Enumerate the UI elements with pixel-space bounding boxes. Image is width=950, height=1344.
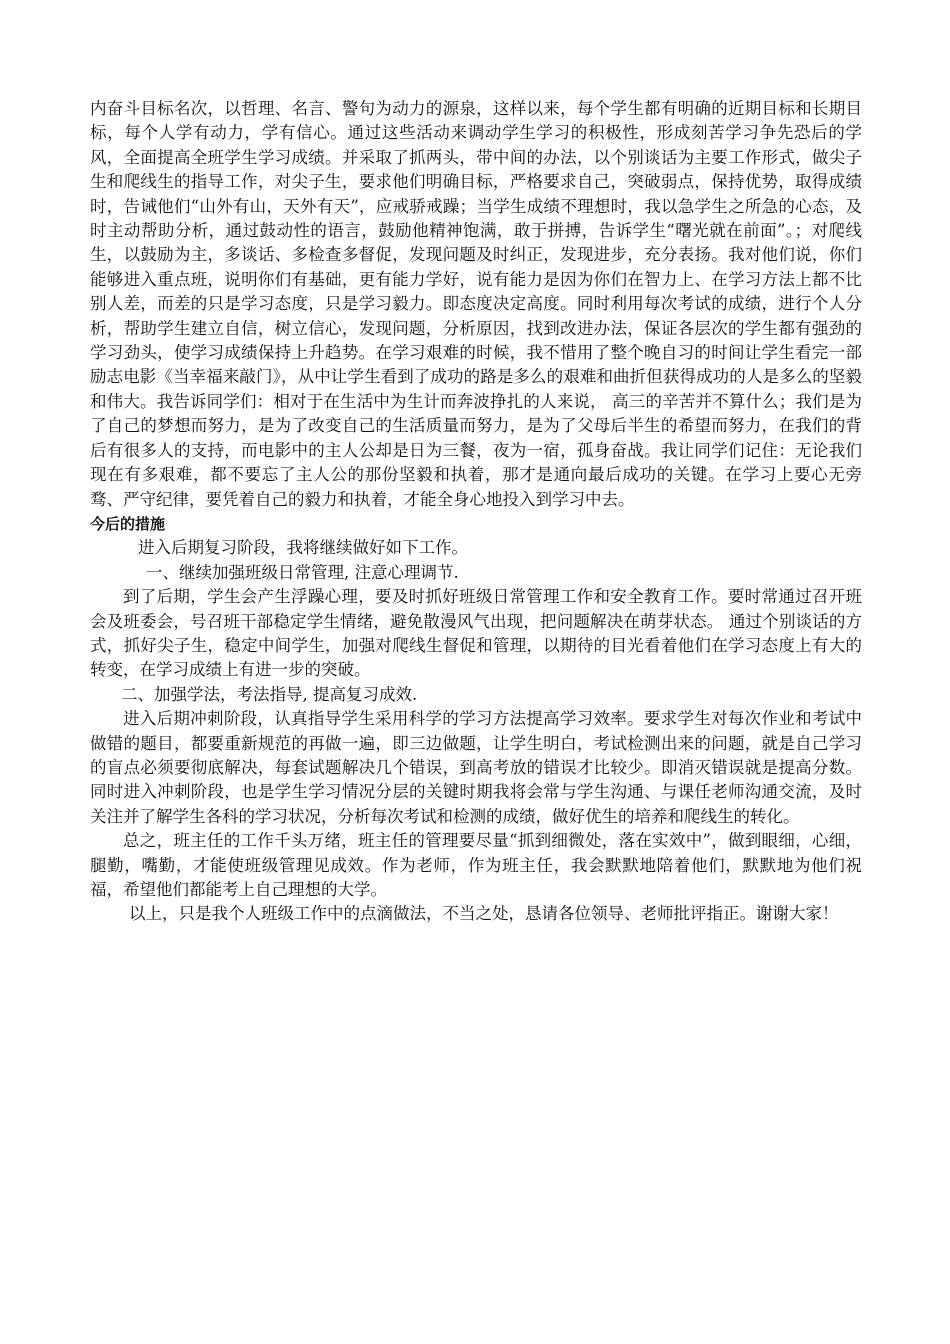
section2-body: 进入后期冲刺阶段，认真指导学生采用科学的学习方法提高学习效率。要求学生对每次作业和考试中做错的题目，都要重新规范的再做一遍，即三边做题，让学生明白，考试检测出来的问题，就是自己学习的盲点必须要彻底解决，每套试题解决几个错误，到高考放的错误才比较少。即消灭错误就是提高分数。 同时进入冲刺阶段，也是学生学习情况分层的关键时期我将会常与学生沟通、与课任老师沟通交流，及时关注并了解学生各科的学习状况，分析每次考试和检测的成绩，做好优生的培养和爬线生的转化。	[90, 709, 862, 826]
intro-paragraph: 进入后期复习阶段，我将继续做好如下工作。	[138, 538, 468, 558]
document-body	[90, 97, 862, 927]
body-paragraph: 内奋斗目标名次，以哲理、名言、警句为动力的源泉，这样以来，每个学生都有明确的近期目标和长期目标，每个人学有动力，学有信心。通过这些活动来调动学生学习的积极性，形成刻苦学习争先恐后的学风，全面提高全班学生学习成绩。并采取了抓两头，带中间的办法，以个别谈话为主要工作形式，做尖子生和爬线生的指导工作，对尖子生，要求他们明确目标，严格要求自己，突破弱点，保持优势，取得成绩时，告诫他们“山外有山，天外有天”，应戒骄戒躁；当学生成绩不理想时，我以急学生之所急的心态，及时主动帮助分析，通过鼓动性的语言，鼓励他精神饱满，敢于拼搏，告诉学生“曙光就在前面”。；对爬线生，以鼓励为主，多谈话、多检查多督促，发现问题及时纠正，发现进步，充分表扬。我对他们说，你们能够进入重点班，说明你们有基础，更有能力学好，说有能力是因为你们在智力上、在学习方法上都不比别人差，而差的只是学习态度，只是学习毅力。即态度决定高度。同时利用每次考试的成绩，进行个人分析，帮助学生建立自信，树立信心，发现问题，分析原因，找到改进办法，保证各层次的学生都有强劲的学习劲头，使学习成绩保持上升趋势。在学习艰难的时候，我不惜用了整个晚自习的时间让学生看完一部励志电影《当幸福来敲门》，从中让学生看到了成功的路是多么的艰难和曲折但获得成功的人是多么的坚毅和伟大。我告诉同学们：相对于在生活中为生计而奔波挣扎的人来说， 高三的辛苦并不算什么；我们是为了自己的梦想而努力，是为了改变自己的生活质量而努力，是为了父母后半生的希望而努力，在我们的背后有很多人的支持，而电影中的主人公却是日为三餐，夜为一宿，孤身奋战。我让同学们记住：无论我们现在有多艰难，都不要忘了主人公的那份坚毅和执着，那才是通向最后成功的关键。在学习上要心无旁骛、严守纪律，要凭着自己的毅力和执着，才能全身心地投入到学习中去。	[90, 99, 862, 509]
closing-paragraph: 以上，只是我个人班级工作中的点滴做法，不当之处，恳请各位领导、老师批评指正。谢谢大家！	[129, 904, 839, 924]
section1-title: 一、继续加强班级日常管理, 注意心理调节.	[146, 562, 459, 582]
summary-paragraph: 总之，班主任的工作千头万绪，班主任的管理要尽量“抓到细微处，落在实效中”，做到眼细，心细，腿勤，嘴勤，才能使班级管理见成效。作为老师，作为班主任，我会默默地陪着他们，默默地为他们祝福，希望他们都能考上自己理想的大学。	[90, 831, 862, 899]
section2-title: 二、加强学法，考法指导, 提高复习成效.	[121, 684, 418, 704]
section-heading: 今后的措施	[90, 514, 166, 533]
section1-body: 到了后期，学生会产生浮躁心理，要及时抓好班级日常管理工作和安全教育工作。要时常通过召开班会及班委会，号召班干部稳定学生情绪，避免散漫风气出现，把问题解决在萌芽状态。 通过个别谈话的方式，抓好尖子生，稳定中间学生，加强对爬线生督促和管理，以期待的目光看着他们在学习态度上有大的转变，在学习成绩上有进一步的突破。	[90, 587, 862, 680]
